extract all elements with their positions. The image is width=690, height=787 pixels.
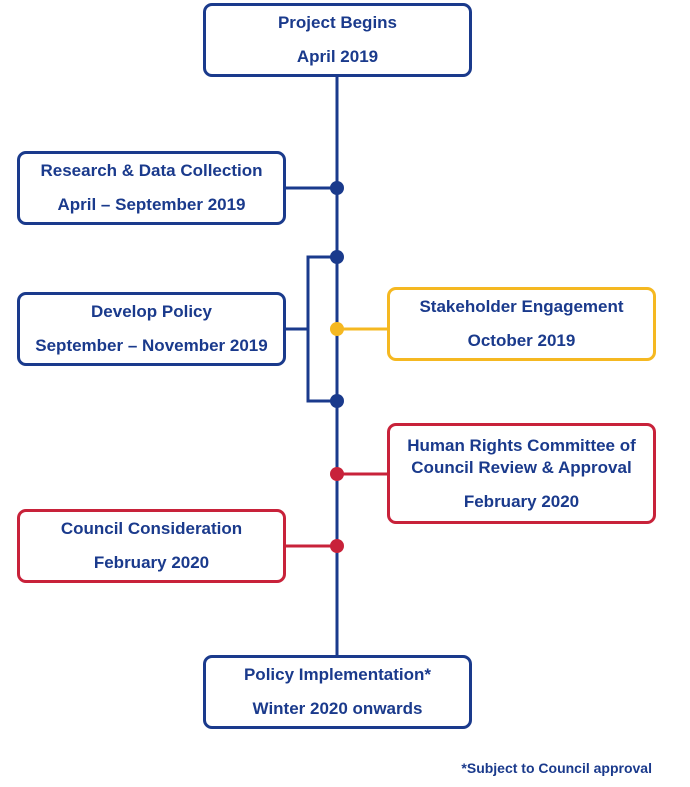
milestone-date: Winter 2020 onwards	[252, 699, 423, 718]
milestone-policy-implementation	[203, 655, 472, 729]
footnote: *Subject to Council approval	[461, 760, 652, 776]
milestone-title: Policy Implementation*	[243, 665, 432, 684]
milestone-date: October 2019	[467, 331, 576, 350]
milestone-title: Research & Data Collection	[40, 161, 263, 180]
milestone-research	[17, 151, 286, 225]
dot-council	[330, 539, 344, 553]
milestone-project-begins	[203, 3, 472, 77]
dot-stakeholder	[330, 322, 344, 336]
milestone-develop-policy	[17, 292, 286, 366]
milestone-title: Develop Policy	[91, 302, 212, 321]
milestone-title: Stakeholder Engagement	[419, 297, 624, 316]
milestone-stakeholder-engagement	[387, 287, 656, 361]
milestone-title-line2: Council Review & Approval	[411, 457, 632, 477]
milestone-council-consideration	[17, 509, 286, 583]
dot-develop-end	[330, 394, 344, 408]
milestone-date: September – November 2019	[35, 336, 268, 355]
milestone-hrc-review	[387, 423, 656, 524]
dot-develop-start	[330, 250, 344, 264]
milestone-date: April 2019	[296, 47, 379, 66]
milestone-date: February 2020	[463, 491, 580, 511]
milestone-title: Council Consideration	[60, 519, 243, 538]
milestone-title: Project Begins	[277, 13, 398, 32]
dot-research	[330, 181, 344, 195]
milestone-title-line1: Human Rights Committee of	[407, 435, 636, 455]
milestone-date: April – September 2019	[57, 195, 246, 214]
dot-hrc-review	[330, 467, 344, 481]
milestone-date: February 2020	[93, 553, 210, 572]
